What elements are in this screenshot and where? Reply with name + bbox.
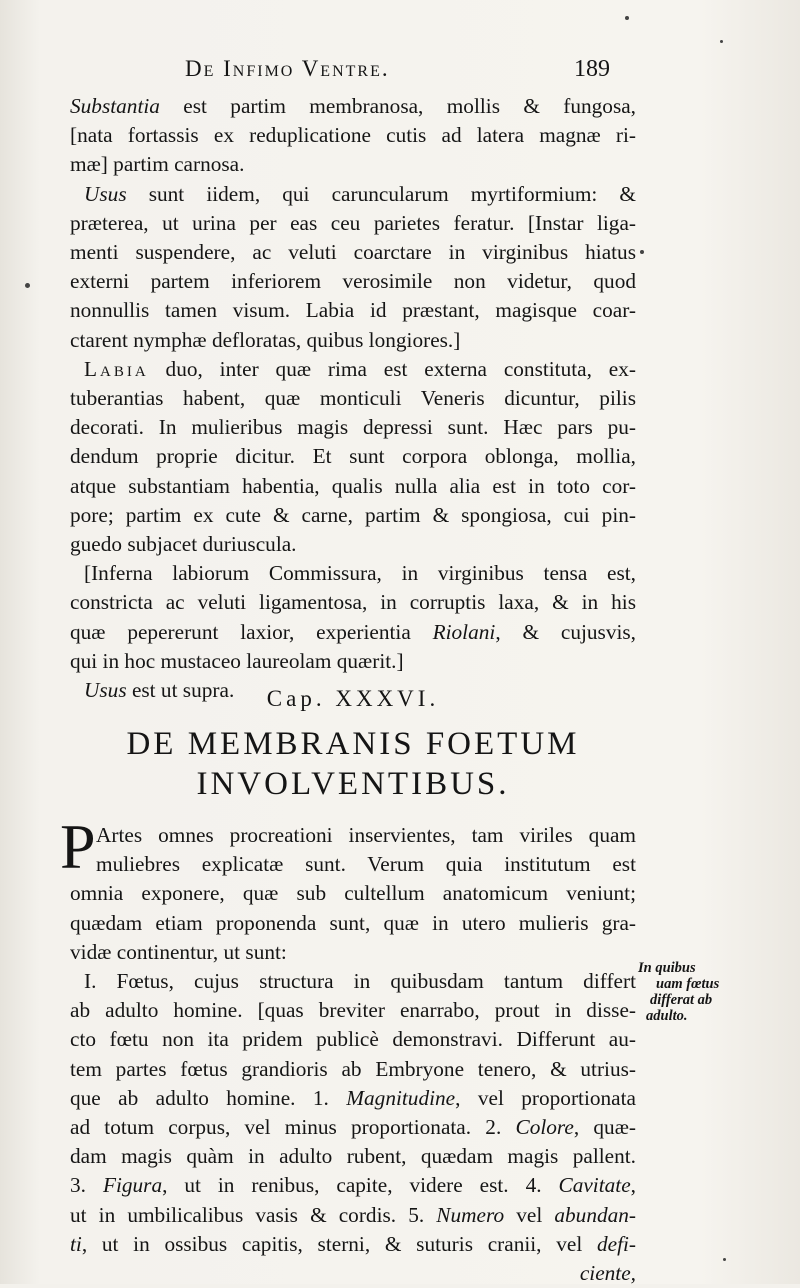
marginal-note xyxy=(638,960,748,1024)
scan-speck xyxy=(720,40,723,43)
text-line: tuberantias habent, quæ monticuli Veneris dicuntur, pilis xyxy=(70,386,636,411)
running-title: De Infimo Ventre. xyxy=(185,56,390,81)
text-line: qui in hoc mustaceo laureolam quærit.] xyxy=(70,648,404,673)
text-line: menti suspendere, ac veluti coarctare in virginibus hiatus xyxy=(70,240,636,265)
chapter-title-line-2: INVOLVENTIBUS. xyxy=(196,766,510,802)
text-line: ut in umbilicalibus vasis & cordis. 5. Numero vel abundan- xyxy=(70,1202,637,1227)
text-line: que ab adulto homine. 1. Magnitudine, vel proportionata xyxy=(70,1085,636,1110)
term-riolani: Riolani xyxy=(432,619,496,644)
marginal-note-line: uam fœtus xyxy=(656,976,720,992)
text-line: Substantia est partim membranosa, mollis & fungosa, xyxy=(70,94,637,118)
text-line: præterea, ut urina per eas ceu parietes feratur. [Instar liga- xyxy=(70,210,636,235)
term-labia: Labia xyxy=(84,356,149,381)
term-usus: Usus xyxy=(84,678,127,703)
text-line: externi partem inferiorem verosimile non videtur, quod xyxy=(70,269,636,294)
text-line: ti, ut in ossibus capitis, sterni, & suturis cranii, vel defi- xyxy=(70,1231,637,1256)
term-abundanti: abundan- xyxy=(554,1202,637,1227)
scan-speck xyxy=(640,250,644,254)
marginal-note-line: In quibus xyxy=(638,960,696,976)
page-number: 189 xyxy=(574,56,610,82)
catchword: ciente, xyxy=(579,1261,636,1286)
text-line: constricta ac veluti ligamentosa, in corruptis laxa, & in his xyxy=(70,590,636,615)
text-line: I. Fœtus, cujus structura in quibusdam tantum differt xyxy=(84,969,636,994)
text-line: [nata fortassis ex reduplicatione cutis ad latera magnæ ri- xyxy=(70,123,636,148)
scan-speck xyxy=(625,16,629,20)
chapter-number: Cap. XXXVI. xyxy=(266,686,440,711)
chapter-title-line-1: DE MEMBRANIS FOETUM xyxy=(126,726,580,762)
text-line: dendum proprie dicitur. Et sunt corpora oblonga, mollia, xyxy=(70,444,636,469)
text-line: quædam etiam proponenda sunt, quæ in utero mulieris gra- xyxy=(70,910,636,935)
text-line: pore; partim ex cute & carne, partim & spongiosa, cui pin- xyxy=(70,502,636,527)
term-numero: Numero xyxy=(436,1202,505,1227)
text-block-1 xyxy=(70,92,636,705)
term-usus: Usus xyxy=(84,181,127,206)
text-line: [Inferna labiorum Commissura, in virginibus tensa est, xyxy=(84,561,636,586)
text-line: tem partes fœtus grandioris ab Embryone tenero, & utrius- xyxy=(70,1056,636,1081)
marginal-note-line: adulto. xyxy=(646,1008,688,1024)
text-line: ad totum corpus, vel minus proportionata. 2. Colore, quæ- xyxy=(70,1115,637,1140)
text-line: cto fœtu non ita pridem publicè demonstravi. Differunt au- xyxy=(70,1027,636,1052)
term-substantia: Substantia xyxy=(70,94,160,118)
term-figura: Figura xyxy=(102,1173,163,1198)
text-line: nonnullis tamen visum. Labia id præstant, magisque coar- xyxy=(70,298,636,323)
term-magnitudine: Magnitudine xyxy=(346,1085,456,1110)
text-line: muliebres explicatæ sunt. Verum quia institutum est xyxy=(96,852,636,877)
text-line: Artes omnes procreationi inservientes, tam viriles quam xyxy=(96,823,636,847)
drop-cap: P xyxy=(60,811,96,882)
text-block-2 xyxy=(70,821,636,1288)
text-line: ab adulto homine. [quas breviter enarrabo, prout in disse- xyxy=(70,998,636,1023)
term-deficiente: defi- xyxy=(596,1231,637,1256)
text-line: guedo subjacet duriuscula. xyxy=(70,532,297,557)
text-line: quæ pepererunt laxior, experientia Riolani, & cujusvis, xyxy=(70,619,636,644)
text-line: Usus est ut supra. xyxy=(84,678,235,703)
term-colore: Colore xyxy=(515,1115,574,1140)
scan-speck xyxy=(25,283,30,288)
text-line: mæ] partim carnosa. xyxy=(70,152,245,177)
marginal-note-line: differat ab xyxy=(650,992,713,1008)
text-line: decorati. In mulieribus magis depressi sunt. Hæc pars pu- xyxy=(70,415,636,440)
text-line: vidæ continentur, ut sunt: xyxy=(70,939,287,964)
text-line: dam magis quàm in adulto rubent, quædam magis pallent. xyxy=(70,1144,636,1169)
text-line: Labia duo, inter quæ rima est externa constituta, ex- xyxy=(84,356,636,381)
text-line: 3. Figura, ut in renibus, capite, videre est. 4. Cavitate, xyxy=(70,1173,636,1198)
text-line: ctarent nymphæ defloratas, quibus longiores.] xyxy=(70,327,461,352)
text-line: omnia exponere, quæ sub cultellum anatomicum veniunt; xyxy=(70,881,636,906)
text-line: Usus sunt iidem, qui caruncularum myrtiformium: & xyxy=(84,181,636,206)
scan-speck xyxy=(723,1258,726,1261)
text-line: atque substantiam habentia, qualis nulla alia est in toto cor- xyxy=(70,473,636,498)
term-cavitate: Cavitate xyxy=(558,1173,631,1198)
